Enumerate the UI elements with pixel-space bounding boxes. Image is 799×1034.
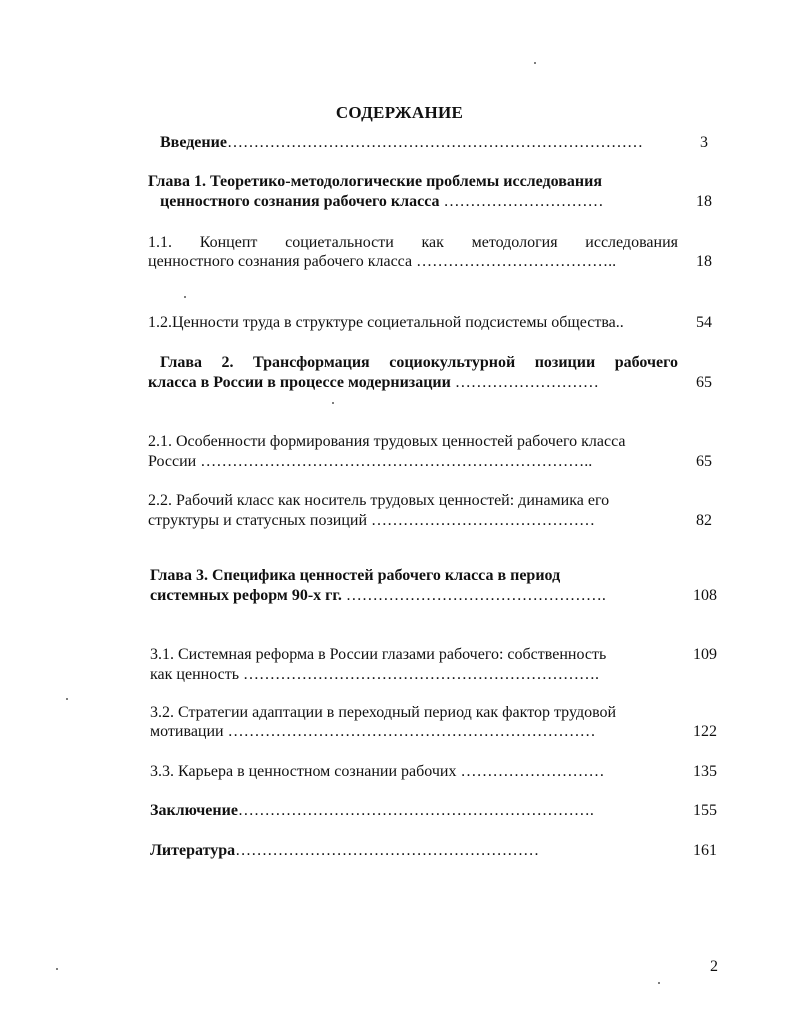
- scan-speck: [332, 402, 334, 404]
- toc-ch2-line2: класса в России в процессе модернизации: [148, 374, 451, 391]
- toc-entry-s22[interactable]: [148, 511, 595, 531]
- toc-conclusion-dots: ………………………………………………………….: [237, 802, 594, 819]
- toc-literature-page: 161: [693, 842, 717, 859]
- toc-s32-line1[interactable]: 3.2. Стратегии адаптации в переходный период как фактор трудовой: [150, 704, 617, 721]
- toc-s31-line2: как ценность: [150, 666, 239, 683]
- toc-s32-line2: мотивации: [150, 723, 224, 740]
- toc-ch2-page: 65: [696, 374, 712, 391]
- toc-s21-line2: России: [148, 453, 197, 470]
- toc-ch3-line1[interactable]: Глава 3. Специфика ценностей рабочего класса в период: [150, 567, 561, 584]
- toc-ch2-dots: ………………………: [450, 374, 599, 391]
- toc-s12-label[interactable]: 1.2.Ценности труда в структуре социетальной подсистемы общества..: [148, 314, 624, 331]
- scan-speck: [658, 982, 660, 984]
- toc-entry-s32[interactable]: [150, 722, 596, 742]
- scan-speck: [184, 296, 186, 298]
- toc-entry-ch2[interactable]: [148, 373, 599, 393]
- toc-literature-label: Литература: [150, 842, 236, 859]
- toc-s22-page: 82: [696, 512, 712, 529]
- toc-s31-page: 109: [693, 646, 717, 663]
- toc-entry-intro[interactable]: [160, 133, 643, 153]
- scan-speck: [66, 698, 68, 700]
- toc-intro-page: 3: [700, 134, 708, 151]
- toc-s32-page: 122: [693, 723, 717, 740]
- toc-ch3-line2: системных реформ 90-х гг.: [150, 587, 342, 604]
- toc-ch1-line1[interactable]: Глава 1. Теоретико-методологические проблемы исследования: [148, 173, 602, 190]
- toc-s21-line1[interactable]: 2.1. Особенности формирования трудовых ценностей рабочего класса: [148, 433, 626, 450]
- toc-entry-ch3[interactable]: [150, 586, 606, 606]
- toc-entry-literature[interactable]: [150, 841, 539, 861]
- toc-intro-label: Введение: [160, 134, 227, 151]
- toc-s11-dots: ………………………………..: [412, 253, 617, 270]
- toc-s11-page: 18: [696, 253, 712, 270]
- toc-s11-line2: ценностного сознания рабочего класса: [148, 253, 413, 270]
- toc-intro-dots: ……………………………………………………………………: [226, 134, 643, 151]
- page-number: 2: [710, 958, 718, 975]
- toc-s22-dots: ……………………………………: [367, 512, 596, 529]
- toc-s33-page: 135: [693, 763, 717, 780]
- toc-entry-s11[interactable]: [148, 252, 616, 272]
- toc-entry-s21[interactable]: [148, 452, 592, 472]
- page-title: СОДЕРЖАНИЕ: [335, 103, 464, 122]
- toc-conclusion-page: 155: [693, 802, 717, 819]
- toc-entry-s31[interactable]: [150, 665, 599, 685]
- toc-ch1-dots: …………………………: [439, 193, 604, 210]
- toc-conclusion-label: Заключение: [150, 802, 238, 819]
- toc-ch3-dots: ………………………………………….: [341, 587, 606, 604]
- toc-entry-ch1[interactable]: [160, 192, 604, 212]
- toc-s22-line1[interactable]: 2.2. Рабочий класс как носитель трудовых ценностей: динамика его: [148, 492, 610, 509]
- toc-ch1-page: 18: [696, 193, 712, 210]
- toc-ch2-line1[interactable]: Глава 2. Трансформация социокультурной позиции рабочего: [160, 354, 678, 371]
- toc-s31-dots: ………………………………………………………….: [238, 666, 599, 683]
- toc-entry-s33[interactable]: [150, 762, 605, 782]
- toc-ch3-page: 108: [693, 587, 717, 604]
- toc-s32-dots: ……………………………………………………………: [223, 723, 596, 740]
- scan-speck: [534, 62, 536, 64]
- toc-s21-page: 65: [696, 453, 712, 470]
- toc-entry-conclusion[interactable]: [150, 801, 594, 821]
- toc-s11-line1[interactable]: 1.1. Концепт социетальности как методология исследования: [148, 234, 678, 251]
- toc-s33-dots: ………………………: [456, 763, 605, 780]
- toc-s21-dots: ………………………………………………………………..: [196, 453, 593, 470]
- toc-literature-dots: …………………………………………………: [235, 842, 540, 859]
- toc-s12-page: 54: [696, 314, 712, 331]
- toc-s31-line1[interactable]: 3.1. Системная реформа в России глазами рабочего: собственность: [150, 646, 607, 663]
- toc-s33-label: 3.3. Карьера в ценностном сознании рабочих: [150, 763, 457, 780]
- toc-s22-line2: структуры и статусных позиций: [148, 512, 368, 529]
- scan-speck: [56, 968, 58, 970]
- toc-ch1-line2: ценностного сознания рабочего класса: [160, 193, 440, 210]
